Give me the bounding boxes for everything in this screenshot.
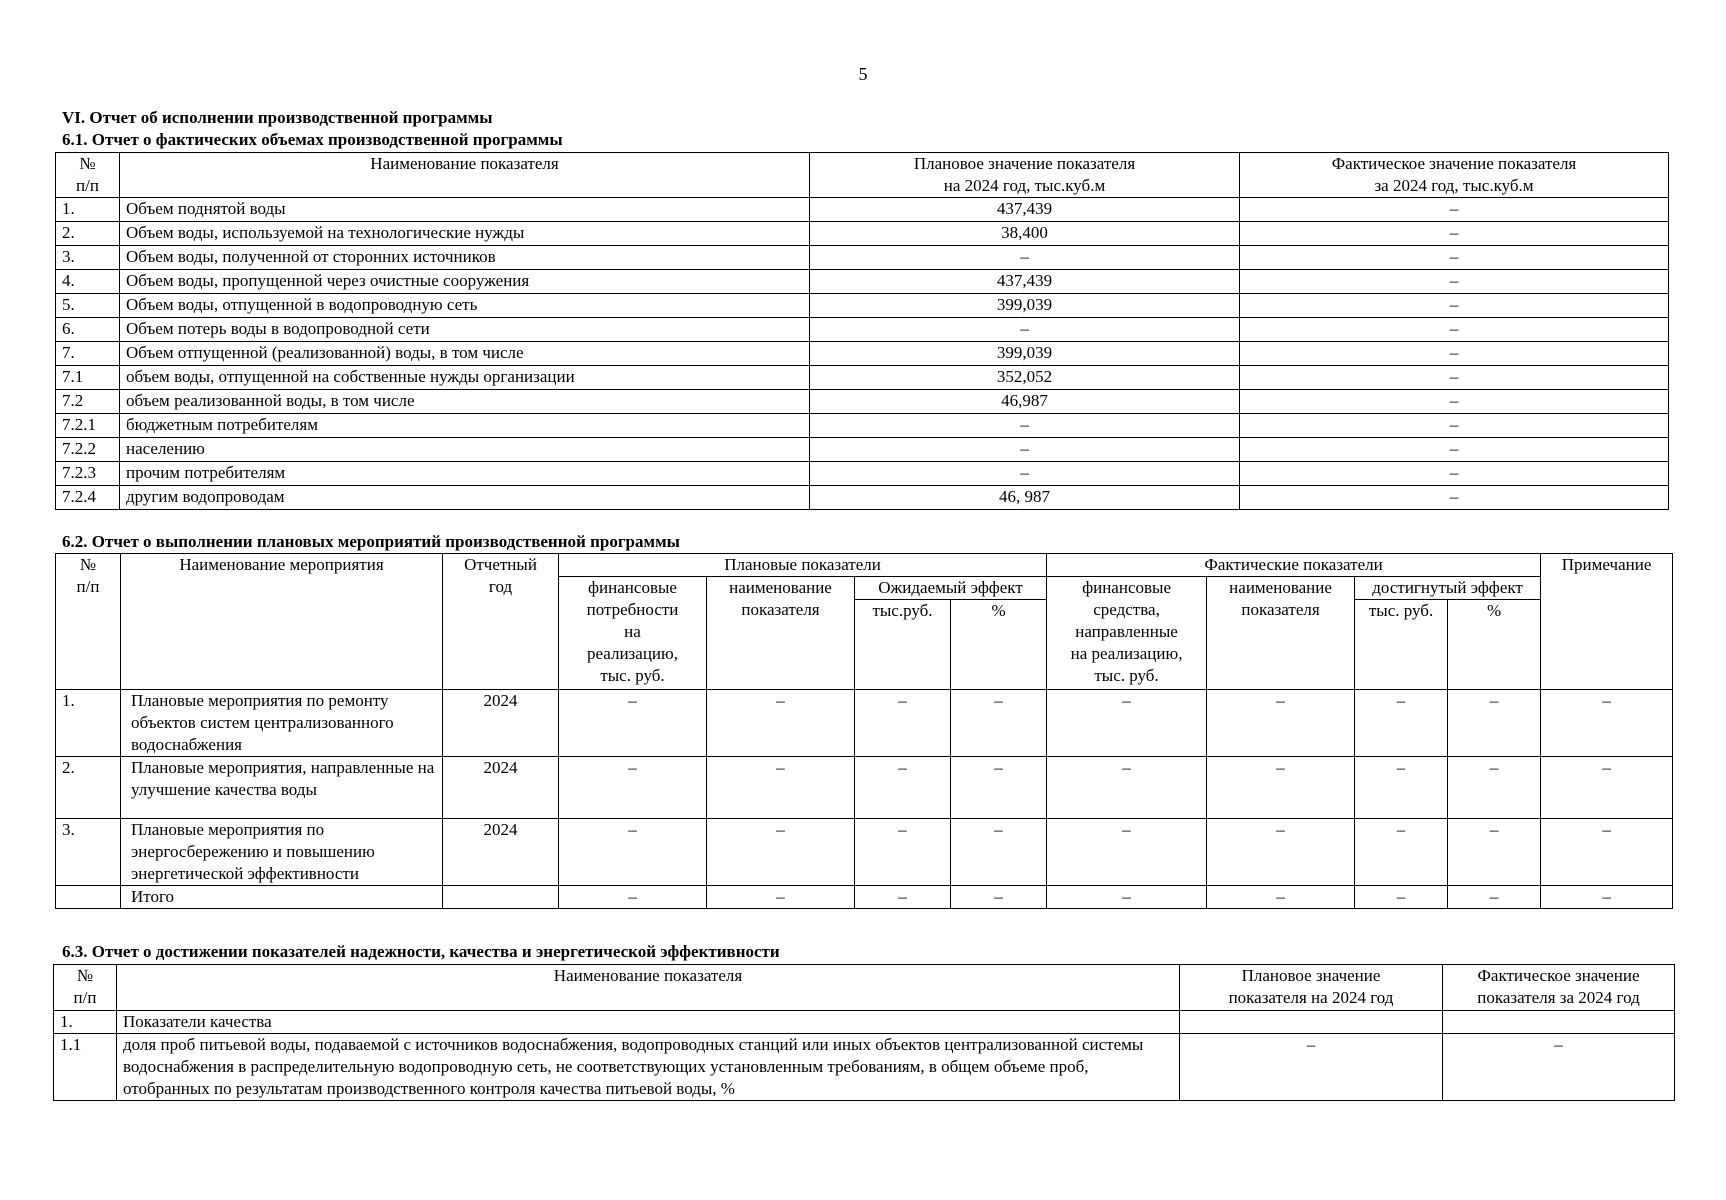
row-number: 4. xyxy=(56,270,120,294)
plan-effect-rub-header: тыс.руб. xyxy=(855,600,951,690)
row-fact-value: – xyxy=(1443,1034,1675,1101)
row-name: объем воды, отпущенной на собственные нужды организации xyxy=(120,366,810,390)
row-value-cell: – xyxy=(707,886,855,909)
row-value-cell: – xyxy=(855,886,951,909)
row-value-cell: – xyxy=(1047,757,1207,819)
row-number: 2. xyxy=(56,757,121,819)
row-name: Объем потерь воды в водопроводной сети xyxy=(120,318,810,342)
row-measure-name: Плановые мероприятия по ремонту объектов систем централизованного водоснабжения xyxy=(121,690,443,757)
row-value-cell: – xyxy=(1355,886,1448,909)
row-name: другим водопроводам xyxy=(120,486,810,510)
table1-header-row xyxy=(56,153,1669,198)
row-number: 5. xyxy=(56,294,120,318)
row-year xyxy=(443,886,559,909)
table2-header-row-1 xyxy=(56,554,1673,577)
row-year: 2024 xyxy=(443,690,559,757)
table-row xyxy=(56,294,1669,318)
row-value-cell: – xyxy=(1355,690,1448,757)
row-number: 3. xyxy=(56,246,120,270)
table-quality-indicators xyxy=(53,964,1675,1101)
row-value-cell: – xyxy=(707,690,855,757)
row-number: 1.1 xyxy=(54,1034,117,1101)
row-fact-value: – xyxy=(1240,342,1669,366)
row-value-cell: – xyxy=(1207,690,1355,757)
fact-effect-rub-header: тыс. руб. xyxy=(1355,600,1448,690)
row-fact-value: – xyxy=(1240,246,1669,270)
table-row xyxy=(54,1011,1675,1034)
row-plan-value xyxy=(1180,1011,1443,1034)
row-value-cell: – xyxy=(855,819,951,886)
row-plan-value: 352,052 xyxy=(810,366,1240,390)
row-number: 1. xyxy=(56,198,120,222)
table-row xyxy=(56,270,1669,294)
row-name: доля проб питьевой воды, подаваемой с источников водоснабжения, водопроводных станций или иных объектов централизованной системы водоснабжения в распределительную водопроводную сеть, не соответствующих установленным требованиям, в общем объеме проб, отобранных по результатам производственного контроля качества питьевой воды, % xyxy=(117,1034,1180,1101)
row-value-cell: – xyxy=(707,819,855,886)
row-fact-value: – xyxy=(1240,414,1669,438)
row-value-cell: – xyxy=(559,886,707,909)
table-row xyxy=(56,198,1669,222)
row-plan-value: – xyxy=(1180,1034,1443,1101)
col-num-header: № п/п xyxy=(56,554,121,690)
row-fact-value: – xyxy=(1240,222,1669,246)
row-number: 3. xyxy=(56,819,121,886)
col-note-header: Примечание xyxy=(1541,554,1673,690)
row-year: 2024 xyxy=(443,819,559,886)
row-value-cell: – xyxy=(559,757,707,819)
fact-group-header: Фактические показатели xyxy=(1047,554,1541,577)
row-fact-value: – xyxy=(1240,294,1669,318)
table-row xyxy=(56,246,1669,270)
row-fact-value: – xyxy=(1240,198,1669,222)
table3-title: 6.3. Отчет о достижении показателей надежности, качества и энергетической эффективности xyxy=(62,942,780,961)
row-number: 7.2 xyxy=(56,390,120,414)
row-plan-value: 46,987 xyxy=(810,390,1240,414)
table-row xyxy=(56,757,1673,819)
plan-indicator-header: наименование показателя xyxy=(707,577,855,690)
row-value-cell: – xyxy=(951,819,1047,886)
row-plan-value: 399,039 xyxy=(810,294,1240,318)
row-fact-value xyxy=(1443,1011,1675,1034)
row-value-cell: – xyxy=(1207,886,1355,909)
col-fact-header: Фактическое значение показателя за 2024 год, тыс.куб.м xyxy=(1240,153,1669,198)
row-plan-value: – xyxy=(810,438,1240,462)
col-num-header: № п/п xyxy=(54,965,117,1011)
row-name: Объем воды, полученной от сторонних источников xyxy=(120,246,810,270)
table-row xyxy=(56,462,1669,486)
col-measure-header: Наименование мероприятия xyxy=(121,554,443,690)
row-fact-value: – xyxy=(1240,318,1669,342)
row-number xyxy=(56,886,121,909)
table-row xyxy=(56,886,1673,909)
row-value-cell: – xyxy=(855,757,951,819)
fact-effect-pct-header: % xyxy=(1448,600,1541,690)
col-year-header: Отчетный год xyxy=(443,554,559,690)
row-value-cell: – xyxy=(1047,886,1207,909)
row-value-cell: – xyxy=(1207,757,1355,819)
row-value-cell: – xyxy=(1355,757,1448,819)
plan-effect-pct-header: % xyxy=(951,600,1047,690)
col-fact-header: Фактическое значение показателя за 2024 год xyxy=(1443,965,1675,1011)
table-row xyxy=(56,690,1673,757)
row-value-cell: – xyxy=(951,886,1047,909)
row-number: 7.2.2 xyxy=(56,438,120,462)
row-fact-value: – xyxy=(1240,462,1669,486)
table1-title: 6.1. Отчет о фактических объемах производственной программы xyxy=(62,130,563,149)
row-value-cell: – xyxy=(1047,690,1207,757)
row-name: Объем отпущенной (реализованной) воды, в том числе xyxy=(120,342,810,366)
row-number: 7.2.1 xyxy=(56,414,120,438)
row-value-cell: – xyxy=(1355,819,1448,886)
row-plan-value: 437,439 xyxy=(810,270,1240,294)
row-number: 2. xyxy=(56,222,120,246)
plan-effect-header: Ожидаемый эффект xyxy=(855,577,1047,600)
row-number: 7.2.3 xyxy=(56,462,120,486)
row-value-cell: – xyxy=(1448,886,1541,909)
col-plan-header: Плановое значение показателя на 2024 год, тыс.куб.м xyxy=(810,153,1240,198)
col-num-header: № п/п xyxy=(56,153,120,198)
row-number: 6. xyxy=(56,318,120,342)
section-title: VI. Отчет об исполнении производственной программы xyxy=(62,108,493,127)
col-plan-header: Плановое значение показателя на 2024 год xyxy=(1180,965,1443,1011)
row-value-cell: – xyxy=(707,757,855,819)
row-value-cell: – xyxy=(559,690,707,757)
row-value-cell: – xyxy=(1541,819,1673,886)
table-row xyxy=(56,318,1669,342)
table-row xyxy=(56,486,1669,510)
row-name: населению xyxy=(120,438,810,462)
row-value-cell: – xyxy=(1047,819,1207,886)
row-name: бюджетным потребителям xyxy=(120,414,810,438)
table2-title: 6.2. Отчет о выполнении плановых мероприятий производственной программы xyxy=(62,532,680,551)
table-row xyxy=(54,1034,1675,1101)
page-number: 5 xyxy=(858,64,868,84)
row-year: 2024 xyxy=(443,757,559,819)
row-value-cell: – xyxy=(855,690,951,757)
row-plan-value: 46, 987 xyxy=(810,486,1240,510)
row-fact-value: – xyxy=(1240,438,1669,462)
fact-indicator-header: наименование показателя xyxy=(1207,577,1355,690)
row-value-cell: – xyxy=(951,690,1047,757)
table-row xyxy=(56,819,1673,886)
row-fact-value: – xyxy=(1240,270,1669,294)
fact-fin-header: финансовые средства, направленные на реализацию, тыс. руб. xyxy=(1047,577,1207,690)
row-value-cell: – xyxy=(1207,819,1355,886)
row-fact-value: – xyxy=(1240,366,1669,390)
row-name: Объем воды, пропущенной через очистные сооружения xyxy=(120,270,810,294)
plan-fin-header: финансовые потребности на реализацию, тыс. руб. xyxy=(559,577,707,690)
row-value-cell: – xyxy=(1541,886,1673,909)
table3-header-row xyxy=(54,965,1675,1011)
row-measure-name: Плановые мероприятия по энергосбережению и повышению энергетической эффективности xyxy=(121,819,443,886)
row-number: 7.2.4 xyxy=(56,486,120,510)
row-plan-value: – xyxy=(810,462,1240,486)
row-plan-value: – xyxy=(810,246,1240,270)
table-row xyxy=(56,390,1669,414)
table-row xyxy=(56,342,1669,366)
row-value-cell: – xyxy=(1448,690,1541,757)
row-plan-value: 437,439 xyxy=(810,198,1240,222)
row-number: 1. xyxy=(56,690,121,757)
row-plan-value: 399,039 xyxy=(810,342,1240,366)
row-value-cell: – xyxy=(559,819,707,886)
row-measure-name: Итого xyxy=(121,886,443,909)
table-row xyxy=(56,222,1669,246)
row-name: прочим потребителям xyxy=(120,462,810,486)
row-plan-value: 38,400 xyxy=(810,222,1240,246)
col-name-header: Наименование показателя xyxy=(117,965,1180,1011)
row-name: Объем поднятой воды xyxy=(120,198,810,222)
row-plan-value: – xyxy=(810,414,1240,438)
row-number: 7.1 xyxy=(56,366,120,390)
table-actual-volumes xyxy=(55,152,1669,510)
row-name: Объем воды, отпущенной в водопроводную сеть xyxy=(120,294,810,318)
row-measure-name: Плановые мероприятия, направленные на улучшение качества воды xyxy=(121,757,443,819)
row-name: объем реализованной воды, в том числе xyxy=(120,390,810,414)
table-row xyxy=(56,438,1669,462)
row-fact-value: – xyxy=(1240,390,1669,414)
table-row xyxy=(56,414,1669,438)
row-name: Показатели качества xyxy=(117,1011,1180,1034)
row-value-cell: – xyxy=(1541,757,1673,819)
plan-group-header: Плановые показатели xyxy=(559,554,1047,577)
table-row xyxy=(56,366,1669,390)
row-plan-value: – xyxy=(810,318,1240,342)
fact-effect-header: достигнутый эффект xyxy=(1355,577,1541,600)
row-number: 1. xyxy=(54,1011,117,1034)
row-value-cell: – xyxy=(1448,757,1541,819)
row-value-cell: – xyxy=(1448,819,1541,886)
row-value-cell: – xyxy=(951,757,1047,819)
row-value-cell: – xyxy=(1541,690,1673,757)
row-number: 7. xyxy=(56,342,120,366)
row-name: Объем воды, используемой на технологические нужды xyxy=(120,222,810,246)
col-name-header: Наименование показателя xyxy=(120,153,810,198)
row-fact-value: – xyxy=(1240,486,1669,510)
table-planned-measures xyxy=(55,553,1673,909)
